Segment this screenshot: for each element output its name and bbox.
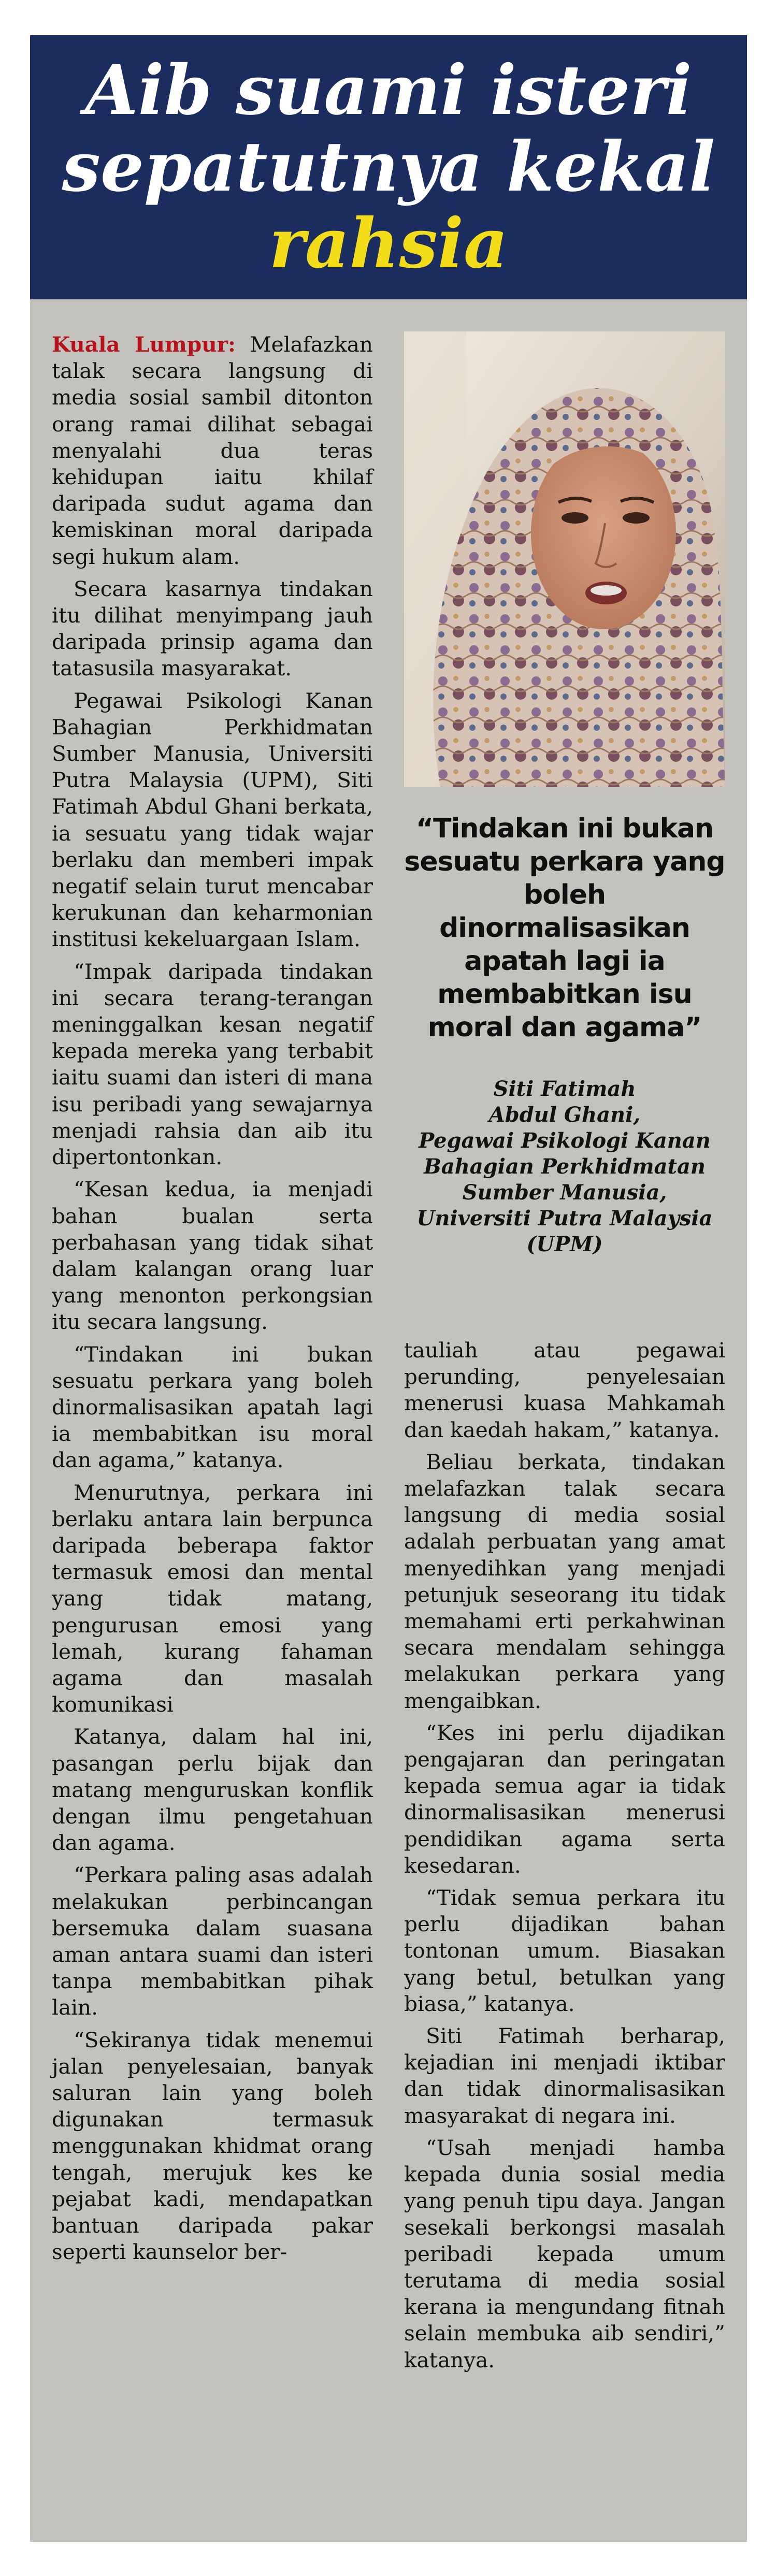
paragraph: tauliah atau pegawai perunding, penyelesaian menerusi kuasa Mahkamah dan kaedah hakam,” katanya. (404, 1338, 725, 1442)
paragraph: “Impak daripada tindakan ini secara terang-terangan meninggalkan kesan negatif kepada mereka yang terbabit iaitu suami dan isteri di mana isu peribadi yang sewajarnya menjadi rahsia dan aib itu dipertontonkan. (52, 959, 373, 1170)
attribution-line: Abdul Ghani, (488, 1103, 641, 1127)
headline-banner (30, 35, 747, 299)
lead-text: Melafazkan talak secara langsung di media sosial sambil ditonton orang ramai dilihat sebagai menyalahi dua teras kehidupan iaitu khilaf daripada sudut agama dan kemiskinan moral daripada segi hukum alam. (52, 332, 373, 569)
headline-line-3: rahsia (269, 204, 508, 284)
paragraph: Katanya, dalam hal ini, pasangan perlu bijak dan matang menguruskan konflik dengan ilmu pengetahuan dan agama. (52, 1724, 373, 1856)
paragraph: “Usah menjadi hamba kepada dunia sosial media yang penuh tipu daya. Jangan sesekali berkongsi masalah peribadi kepada umum terutama di media sosial kerana ia mengundang fitnah selain membuka aib sendiri,” katanya. (404, 2135, 725, 2372)
paragraph: Secara kasarnya tindakan itu dilihat menyimpang jauh daripada prinsip agama dan tatasusila masyarakat. (52, 576, 373, 681)
attribution-line: Sumber Manusia, (462, 1180, 667, 1205)
attribution-line: Pegawai Psikologi Kanan (419, 1128, 711, 1153)
article-column-right (404, 1337, 725, 2379)
dateline: Kuala Lumpur: (52, 332, 236, 357)
paragraph: “Perkara paling asas adalah melakukan perbincangan bersemuka dalam suasana aman antara suami dan isteri tanpa membabitkan pihak lain. (52, 1862, 373, 2020)
paragraph: “Tindakan ini bukan sesuatu perkara yang boleh dinormalisasikan apatah lagi ia membabitkan isu moral dan agama,” katanya. (52, 1341, 373, 1473)
headline-line-2: sepatutnya kekal (62, 127, 715, 207)
pull-quote: “Tindakan ini bukan sesuatu perkara yang boleh dinormalisasikan apatah lagi ia membabitkan isu moral dan agama” (404, 813, 725, 1043)
attribution-line: Bahagian Perkhidmatan (423, 1154, 706, 1179)
portrait-photo (404, 331, 725, 787)
paragraph: Pegawai Psikologi Kanan Bahagian Perkhidmatan Sumber Manusia, Universiti Putra Malaysia (UPM), Siti Fatimah Abdul Ghani berkata, ia sesuatu yang tidak wajar berlaku dan memberi impak negatif selain turut mencabar kerukunan dan keharmonian institusi kekeluargaan Islam. (52, 688, 373, 952)
headline-line-1: Aib suami isteri (85, 50, 692, 131)
portrait-photo-icon (404, 331, 725, 787)
lead-paragraph (52, 331, 373, 570)
attribution-line: (UPM) (526, 1232, 603, 1256)
paragraph: Menurutnya, perkara ini berlaku antara lain berpunca daripada beberapa faktor termasuk emosi dan mental yang tidak matang, pengurusan emosi yang lemah, kurang fahaman agama dan masalah komunikasi (52, 1480, 373, 1717)
paragraph: “Kesan kedua, ia menjadi bahan bualan serta perbahasan yang tidak sihat dalam kalangan orang luar yang menonton perkongsian itu secara langsung. (52, 1177, 373, 1335)
paragraph: “Sekiranya tidak menemui jalan penyelesaian, banyak saluran lain yang boleh digunakan termasuk menggunakan khidmat orang tengah, merujuk kes ke pejabat kadi, mendapatkan bantuan daripada pakar seperti kaunselor ber- (52, 2027, 373, 2265)
paragraph: Siti Fatimah berharap, kejadian ini menjadi iktibar dan tidak dinormalisasikan masyarakat di negara ini. (404, 2023, 725, 2128)
paragraph: “Kes ini perlu dijadikan pengajaran dan peringatan kepada semua agar ia tidak dinormalisasikan menerusi pendidikan agama serta kesedaran. (404, 1720, 725, 1878)
attribution-line: Siti Fatimah (493, 1077, 636, 1101)
paragraph: Beliau berkata, tindakan melafazkan talak secara langsung di media sosial adalah perbuatan yang amat menyedihkan yang menjadi petunjuk seseorang itu tidak memahami erti perkahwinan secara mendalam sehingga melakukan perkara yang mengaibkan. (404, 1449, 725, 1713)
article-column-left (52, 331, 373, 2271)
article-body (30, 299, 747, 2542)
quote-attribution (404, 1076, 725, 1257)
paragraph: “Tidak semua perkara itu perlu dijadikan bahan tontonan umum. Biasakan yang betul, betulkan yang biasa,” katanya. (404, 1885, 725, 2016)
attribution-line: Universiti Putra Malaysia (416, 1206, 713, 1231)
